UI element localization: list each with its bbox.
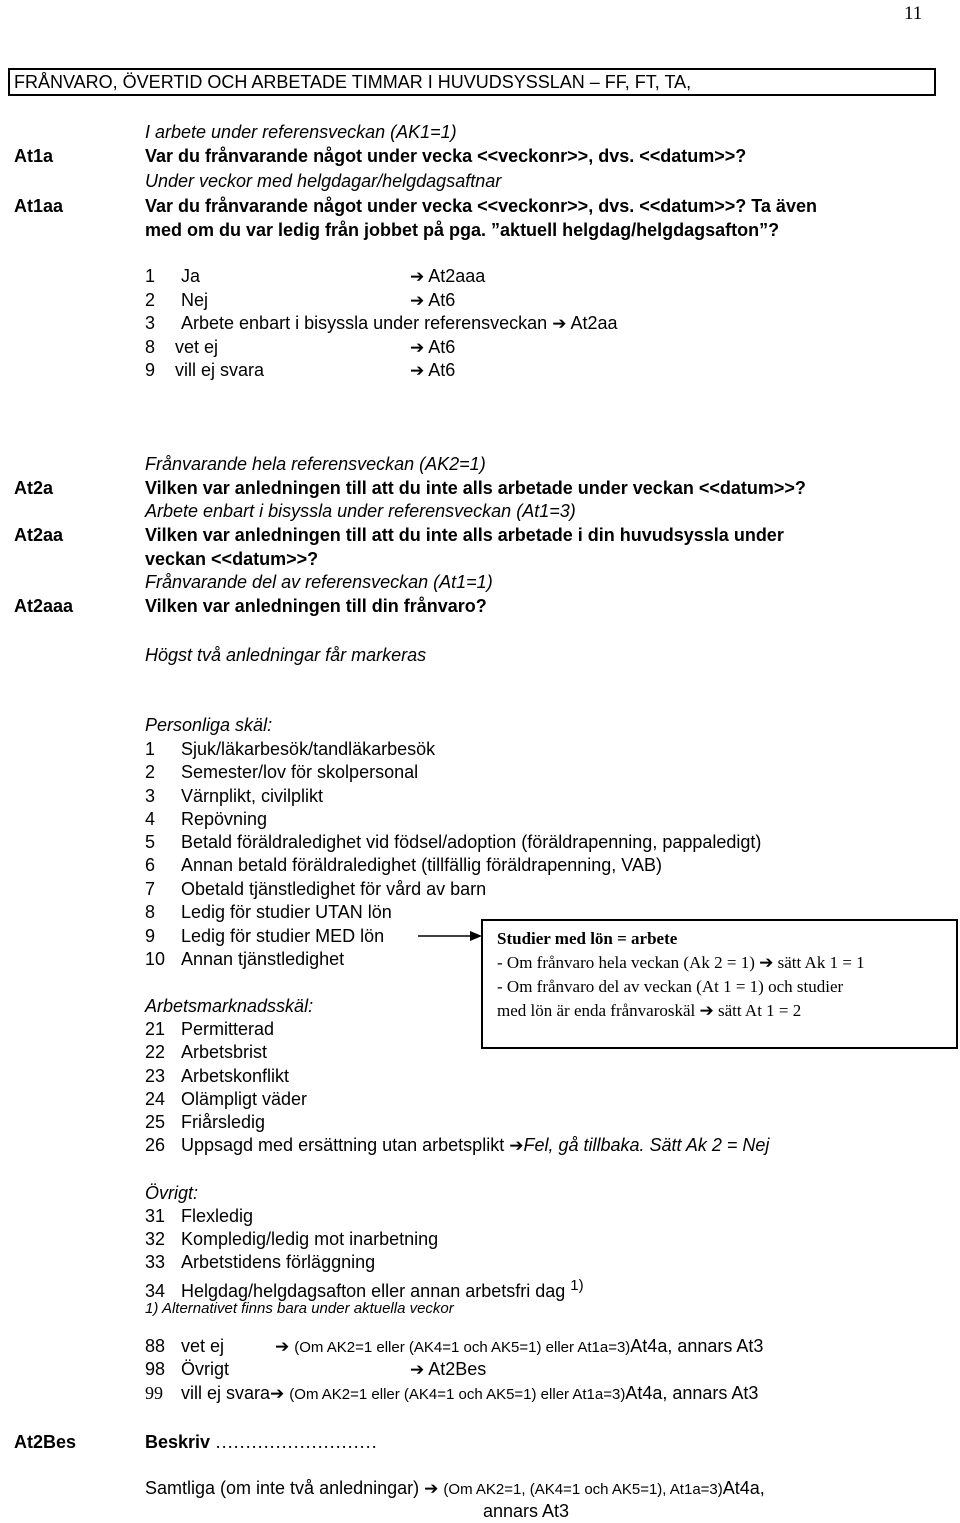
reason-item[interactable] [145,1228,438,1251]
reason-item[interactable] [145,925,384,948]
reason-item[interactable] [145,761,418,784]
note-text: sätt At 1 = 2 [718,1001,802,1020]
reason-code: 2 [145,762,156,782]
at2-condition-3: Frånvarande del av referensveckan (At1=1) [145,572,493,592]
answer-code: 3 [145,313,156,333]
reason-item[interactable] [145,1134,769,1157]
reason-label: Arbetsbrist [181,1042,268,1062]
reason-item[interactable] [145,1065,289,1088]
question-code-at1a: At1a [14,146,54,166]
personal-reasons-heading: Personliga skäl: [145,715,273,735]
answer-code: 98 [145,1359,166,1379]
final-label: Samtliga (om inte två anledningar) [145,1478,420,1498]
note-box [481,919,958,1049]
answer-label: Nej [181,290,209,310]
reason-label: Olämpligt väder [181,1089,308,1109]
reason-item[interactable] [145,808,267,831]
reason-code: 1 [145,739,156,759]
answer-code: 1 [145,266,156,286]
reason-code: 26 [145,1135,166,1155]
reason-code: 7 [145,879,156,899]
reason-code: 33 [145,1252,166,1272]
instruction-text: Högst två anledningar får markeras [145,645,427,665]
reason-code: 24 [145,1089,166,1109]
goto-at2bes [410,1358,486,1381]
reason-note: Fel, gå tillbaka. Sätt Ak 2 = Nej [523,1135,770,1155]
reason-code: 21 [145,1019,166,1039]
reason-item[interactable] [145,738,435,761]
other-reasons-heading: Övrigt: [145,1183,199,1203]
at1-question-2a: Var du frånvarande något under vecka <<veckonr>>, dvs. <<datum>>? Ta även [145,196,817,216]
reason-item[interactable] [145,1041,267,1064]
reason-code: 34 [145,1281,166,1301]
labour-reasons-heading: Arbetsmarknadsskäl: [145,996,314,1016]
reason-label: Ledig för studier MED lön [181,926,385,946]
arrow-right-icon: ➔ [410,338,425,357]
reason-code: 6 [145,855,156,875]
answer-label: Arbete enbart i bisyssla under referensveckan [181,313,548,333]
goto-target: At2Bes [428,1359,487,1379]
reason-code: 10 [145,949,166,969]
reason-code: 9 [145,926,156,946]
reason-label: Obetald tjänstledighet för vård av barn [181,879,487,899]
reason-label: Arbetstidens förläggning [181,1252,376,1272]
goto-target: At4a, annars At3 [625,1383,759,1403]
reason-label: Kompledig/ledig mot inarbetning [181,1229,439,1249]
goto-at6 [410,336,455,359]
reason-code: 8 [145,902,156,922]
page-number: 11 [904,3,923,24]
final-goto-else: annars At3 [483,1501,570,1521]
reason-item[interactable] [145,1205,253,1228]
goto-condition-text: (Om AK2=1 eller (AK4=1 och AK5=1) eller At1a=3) [289,1386,626,1403]
reason-item[interactable] [145,831,761,854]
section-header: FRÅNVARO, ÖVERTID OCH ARBETADE TIMMAR I HUVUDSYSSLAN – FF, FT, TA, [8,68,936,96]
reason-item[interactable] [145,948,344,971]
question-code-at2aa: At2aa [14,525,64,545]
answer-label: vill ej svara [181,1383,271,1403]
question-code-at2a: At2a [14,478,54,498]
answer-label: vet ej [181,1336,225,1356]
at1-question-1: Var du frånvarande något under vecka <<veckonr>>, dvs. <<datum>>? [145,146,747,166]
at2-question-3: Vilken var anledningen till din frånvaro? [145,596,487,616]
reason-item[interactable] [145,1018,274,1041]
reason-item[interactable] [145,854,662,877]
note-line-3 [497,999,956,1023]
reason-code: 25 [145,1112,166,1132]
reason-code: 31 [145,1206,166,1226]
footnote: 1) Alternativet finns bara under aktuella veckor [145,1300,454,1317]
goto-condition [275,1335,763,1359]
reason-label: Flexledig [181,1206,254,1226]
reason-label: Värnplikt, civilplikt [181,786,324,806]
goto-target: At6 [428,337,456,357]
connector-arrow-icon [418,926,484,946]
reason-item[interactable] [145,1251,375,1274]
note-text: sätt Ak 1 = 1 [777,953,865,972]
answer-code: 9 [145,360,156,380]
arrow-right-icon: ➔ [424,1479,439,1498]
reason-label: Uppsagd med ersättning utan arbetsplikt [181,1135,505,1155]
goto-target: At4a, annars At3 [630,1336,764,1356]
describe-field[interactable] [145,1431,377,1454]
footnote-ref: 1) [570,1277,584,1294]
describe-dots: ……………………… [215,1432,378,1452]
note-text: - Om frånvaro hela veckan (Ak 2 = 1) [497,953,755,972]
reason-label: Permitterad [181,1019,275,1039]
reason-label: Annan tjänstledighet [181,949,345,969]
answer-option[interactable] [145,359,264,382]
goto-at6 [410,289,455,312]
describe-label: Beskriv [145,1432,211,1452]
arrow-right-icon: ➔ [275,1337,290,1356]
answer-option[interactable] [145,289,208,312]
answer-option[interactable] [145,1358,229,1381]
reason-code: 3 [145,786,156,806]
note-line-2: - Om frånvaro del av veckan (At 1 = 1) och studier [497,977,844,996]
arrow-right-icon: ➔ [509,1136,524,1155]
answer-option[interactable] [145,1382,758,1406]
reason-label: Semester/lov för skolpersonal [181,762,419,782]
goto-at2aaa [410,265,485,288]
at2-condition-2: Arbete enbart i bisyssla under referensveckan (At1=3) [145,501,576,521]
reason-code: 22 [145,1042,166,1062]
arrow-right-icon: ➔ [699,1001,714,1020]
arrow-right-icon: ➔ [410,1360,425,1379]
answer-option[interactable] [145,265,200,288]
reason-label: Helgdag/helgdagsafton eller annan arbetsfri dag [181,1281,566,1301]
note-text: med lön är enda frånvaroskäl [497,1001,696,1020]
arrow-right-icon: ➔ [759,953,774,972]
reason-code: 5 [145,832,156,852]
answer-code: 2 [145,290,156,310]
final-routing [145,1477,765,1501]
reason-label: Annan betald föräldraledighet (tillfällig föräldrapenning, VAB) [181,855,662,875]
reason-item[interactable] [145,1111,265,1134]
answer-option[interactable] [145,336,218,359]
answer-code: 99 [145,1383,163,1403]
answer-option[interactable] [145,1335,224,1358]
reason-label: Ledig för studier UTAN lön [181,902,392,922]
goto-target: At6 [428,360,456,380]
reason-item[interactable] [145,785,323,808]
answer-label: Ja [181,266,201,286]
question-code-at2bes: At2Bes [14,1432,77,1452]
answer-option[interactable] [145,312,618,335]
final-goto: At4a, [722,1478,765,1498]
answer-code: 88 [145,1336,166,1356]
at1-question-2b: med om du var ledig från jobbet på pga. ”aktuell helgdag/helgdagsafton”? [145,220,780,240]
answer-label: vill ej svara [175,360,265,380]
answer-code: 8 [145,337,156,357]
reason-item[interactable] [145,878,486,901]
reason-code: 4 [145,809,156,829]
at1-condition-1: I arbete under referensveckan (AK1=1) [145,122,457,142]
arrow-right-icon: ➔ [410,267,425,286]
reason-code: 32 [145,1229,166,1249]
reason-label: Sjuk/läkarbesök/tandläkarbesök [181,739,436,759]
reason-item[interactable] [145,901,392,924]
question-code-at2aaa: At2aaa [14,596,74,616]
goto-target: At2aa [570,313,618,333]
reason-item[interactable] [145,1088,307,1111]
goto-at6 [410,359,455,382]
answer-label: Övrigt [181,1359,230,1379]
question-code-at1aa: At1aa [14,196,64,216]
goto-condition-text: (Om AK2=1 eller (AK4=1 och AK5=1) eller At1a=3) [294,1339,631,1356]
final-condition: (Om AK2=1, (AK4=1 och AK5=1), At1a=3) [443,1481,723,1498]
goto-target: At6 [428,290,456,310]
at2-condition-1: Frånvarande hela referensveckan (AK2=1) [145,454,486,474]
arrow-right-icon: ➔ [270,1384,285,1403]
reason-label: Arbetskonflikt [181,1066,290,1086]
reason-code: 23 [145,1066,166,1086]
at2-question-1: Vilken var anledningen till att du inte alls arbetade under veckan <<datum>>? [145,478,806,498]
at2-question-2b: veckan <<datum>>? [145,549,319,569]
at2-question-2a: Vilken var anledningen till att du inte alls arbetade i din huvudsyssla under [145,525,784,545]
arrow-right-icon: ➔ [552,314,567,333]
at1-condition-2: Under veckor med helgdagar/helgdagsaftnar [145,171,502,191]
arrow-right-icon: ➔ [410,361,425,380]
note-title: Studier med lön = arbete [497,929,678,948]
arrow-right-icon: ➔ [410,291,425,310]
goto-target: At2aaa [428,266,486,286]
note-line-1 [497,951,956,975]
answer-label: vet ej [175,337,219,357]
reason-label: Repövning [181,809,268,829]
reason-label: Betald föräldraledighet vid födsel/adoption (föräldrapenning, pappaledigt) [181,832,762,852]
reason-label: Friårsledig [181,1112,266,1132]
